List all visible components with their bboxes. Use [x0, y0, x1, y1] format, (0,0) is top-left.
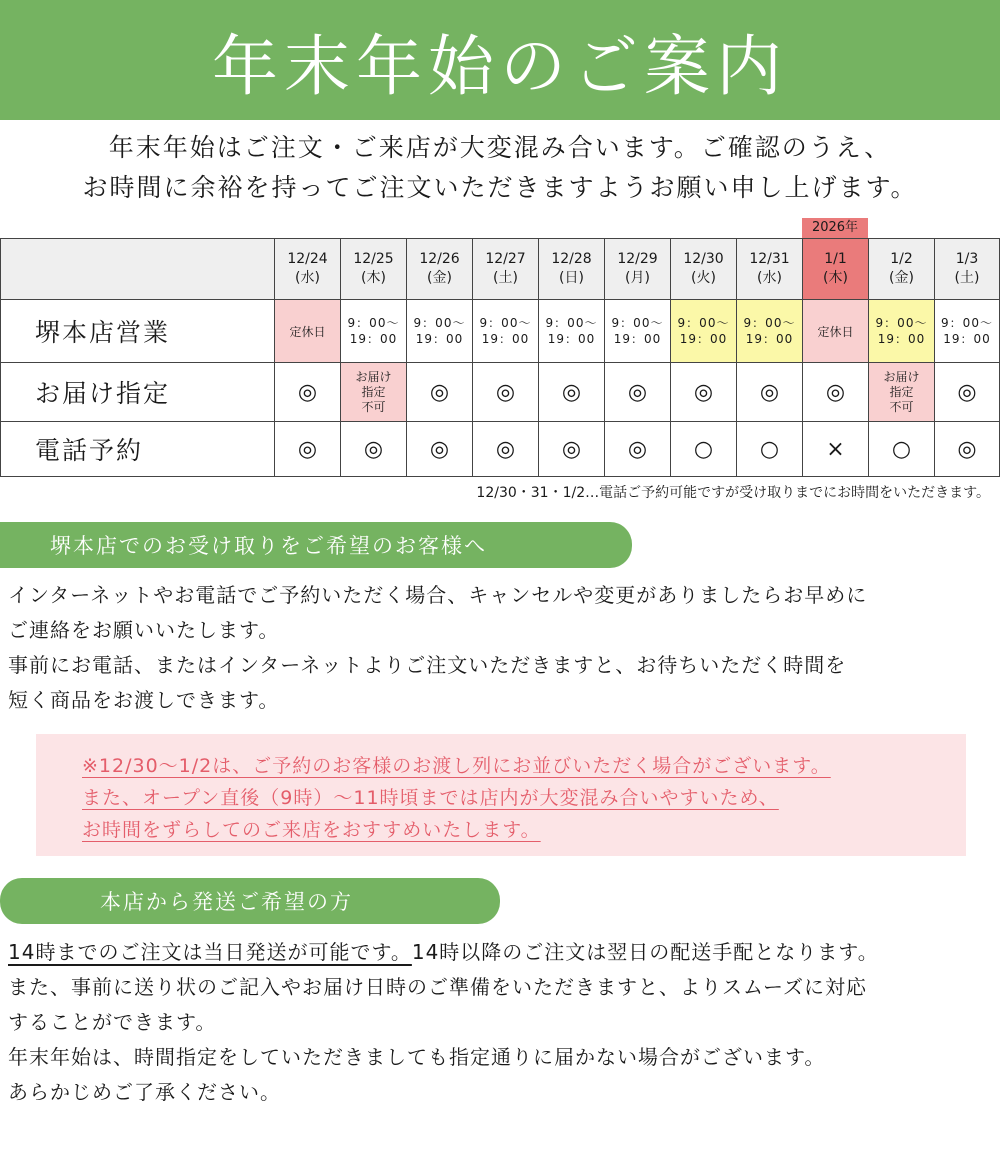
schedule-cell — [275, 422, 341, 477]
page-title: 年末年始のご案内 — [212, 27, 788, 105]
schedule-cell — [935, 363, 1000, 422]
weekday-label: (金) — [889, 270, 914, 286]
cell-text: ◎ — [495, 379, 516, 405]
shipping-paragraph — [8, 935, 879, 1110]
cell-text: ○ — [759, 436, 780, 462]
date-header — [539, 239, 605, 300]
schedule-cell — [671, 300, 737, 363]
schedule-cell — [605, 422, 671, 477]
cell-text: ◎ — [297, 436, 318, 462]
cell-text: 指定 — [889, 384, 914, 399]
cell-text: ◎ — [363, 436, 384, 462]
cell-text: ◎ — [495, 436, 516, 462]
schedule-cell — [671, 422, 737, 477]
notice-box — [36, 734, 966, 856]
date-header — [407, 239, 473, 300]
schedule-cell — [539, 363, 605, 422]
schedule-cell — [341, 300, 407, 363]
date-label: 12/31 — [749, 251, 790, 267]
schedule-cell — [803, 422, 869, 477]
weekday-label: (木) — [823, 270, 848, 286]
weekday-label: (水) — [757, 270, 782, 286]
schedule-cell — [671, 363, 737, 422]
section-heading-pickup: 堺本店でのお受け取りをご希望のお客様へ — [0, 522, 632, 568]
cell-text: 9：00〜 — [677, 316, 730, 330]
row-label: お届け指定 — [1, 363, 275, 422]
weekday-label: (火) — [691, 270, 716, 286]
cell-text: ◎ — [561, 379, 582, 405]
paragraph-line: また、事前に送り状のご記入やお届け日時のご準備をいただきますと、よりスムーズに対応 — [8, 975, 867, 999]
cell-text: ◎ — [429, 436, 450, 462]
paragraph-line: 事前にお電話、またはインターネットよりご注文いただきますと、お待ちいただく時間を — [8, 653, 847, 677]
cell-text: ◎ — [825, 379, 846, 405]
cell-text: 9：00〜 — [545, 316, 598, 330]
cell-text: 不可 — [361, 399, 386, 414]
cell-text: ◎ — [429, 379, 450, 405]
cell-text: 指定 — [361, 384, 386, 399]
date-label: 12/27 — [485, 251, 526, 267]
date-header — [737, 239, 803, 300]
year-tag: 2026年 — [802, 218, 868, 238]
cell-text: 定休日 — [817, 324, 854, 339]
schedule-cell — [605, 363, 671, 422]
date-label: 12/28 — [551, 251, 592, 267]
cell-text: ◎ — [627, 436, 648, 462]
date-header — [869, 239, 935, 300]
schedule-cell — [737, 422, 803, 477]
paragraph-line: 短く商品をお渡しできます。 — [8, 688, 280, 712]
schedule-cell — [473, 422, 539, 477]
date-label: 1/3 — [955, 251, 979, 267]
cell-text: ◎ — [957, 379, 977, 405]
cell-text: 19：00 — [481, 332, 530, 346]
date-header — [605, 239, 671, 300]
paragraph-line: 年末年始は、時間指定をしていただきましても指定通りに届かない場合がございます。 — [8, 1045, 826, 1069]
date-label: 1/2 — [890, 251, 913, 267]
weekday-label: (日) — [559, 270, 584, 286]
schedule-cell — [275, 363, 341, 422]
date-header — [671, 239, 737, 300]
schedule-cell — [737, 300, 803, 363]
cell-text: ◎ — [561, 436, 582, 462]
notice-line: また、オープン直後（9時）〜11時頃までは店内が大変混み合いやすいため、 — [82, 787, 779, 809]
weekday-label: (土) — [954, 270, 980, 286]
cell-text: 不可 — [889, 399, 914, 414]
cell-text: 定休日 — [289, 324, 326, 339]
paragraph-line — [8, 935, 879, 970]
cell-text: ◎ — [297, 379, 318, 405]
schedule-cell — [935, 300, 1000, 363]
paragraph-line: することができます。 — [8, 1010, 217, 1034]
schedule-cell — [341, 422, 407, 477]
schedule-cell — [737, 363, 803, 422]
date-header — [275, 239, 341, 300]
date-header — [341, 239, 407, 300]
schedule-cell — [803, 300, 869, 363]
date-header — [935, 239, 1000, 300]
same-day-shipping-text: 14時までのご注文は当日発送が可能です。 — [8, 940, 412, 964]
cell-text: ◎ — [693, 379, 714, 405]
date-label: 1/1 — [824, 251, 847, 267]
intro-line: 年末年始はご注文・ご来店が大変混み合います。ご確認のうえ、 — [108, 133, 892, 162]
schedule-cell — [539, 300, 605, 363]
cell-text: 19：00 — [547, 332, 596, 346]
row-label: 電話予約 — [1, 422, 275, 477]
schedule-cell — [407, 300, 473, 363]
weekday-label: (木) — [361, 270, 386, 286]
cell-text: ○ — [693, 436, 714, 462]
date-label: 12/30 — [683, 251, 724, 267]
weekday-label: (土) — [493, 270, 518, 286]
cell-text: 19：00 — [679, 332, 728, 346]
schedule-cell — [275, 300, 341, 363]
schedule-cell — [869, 300, 935, 363]
schedule-table — [0, 238, 1000, 477]
cell-text: 19：00 — [613, 332, 662, 346]
row-label: 堺本店営業 — [1, 300, 275, 363]
weekday-label: (金) — [427, 270, 452, 286]
cell-text: 19：00 — [943, 332, 991, 346]
date-label: 12/25 — [353, 251, 394, 267]
table-corner — [1, 239, 275, 300]
schedule-cell — [605, 300, 671, 363]
intro-text — [0, 128, 1000, 208]
date-label: 12/24 — [287, 251, 328, 267]
intro-line: お時間に余裕を持ってご注文いただきますようお願い申し上げます。 — [82, 173, 918, 202]
cell-text: 9：00〜 — [875, 316, 928, 330]
schedule-cell — [473, 300, 539, 363]
cell-text: 9：00〜 — [347, 316, 400, 330]
cell-text: ◎ — [627, 379, 648, 405]
paragraph-line: インターネットやお電話でご予約いただく場合、キャンセルや変更がありましたらお早めに — [8, 583, 868, 607]
cell-text: × — [826, 436, 845, 462]
cell-text: 19：00 — [745, 332, 794, 346]
cell-text: 9：00〜 — [413, 316, 466, 330]
schedule-note: 12/30・31・1/2…電話ご予約可能ですが受け取りまでにお時間をいただきます。 — [476, 485, 990, 501]
schedule-cell — [869, 422, 935, 477]
cell-text: 9：00〜 — [479, 316, 532, 330]
paragraph-line: ご連絡をお願いいたします。 — [8, 618, 280, 642]
schedule-cell — [407, 422, 473, 477]
cell-text: 9：00〜 — [743, 316, 796, 330]
cell-text: ◎ — [957, 436, 977, 462]
schedule-cell — [539, 422, 605, 477]
next-day-shipping-text: 14時以降のご注文は翌日の配送手配となります。 — [411, 940, 879, 964]
notice-line: ※12/30〜1/2は、ご予約のお客様のお渡し列にお並びいただく場合がございます。 — [82, 755, 831, 777]
cell-text: お届け — [883, 369, 920, 384]
schedule-cell — [935, 422, 1000, 477]
date-header — [803, 239, 869, 300]
section-heading-shipping: 本店から発送ご希望の方 — [0, 878, 500, 924]
pickup-paragraph — [8, 578, 867, 718]
date-header — [473, 239, 539, 300]
date-label: 12/26 — [419, 251, 460, 267]
cell-text: 19：00 — [349, 332, 398, 346]
header-banner — [0, 0, 1000, 120]
cell-text: ◎ — [759, 379, 780, 405]
schedule-cell — [473, 363, 539, 422]
cell-text: 19：00 — [877, 332, 926, 346]
schedule-cell — [407, 363, 473, 422]
cell-text: ○ — [891, 436, 912, 462]
weekday-label: (水) — [295, 270, 320, 286]
notice-line: お時間をずらしてのご来店をおすすめいたします。 — [82, 819, 541, 841]
paragraph-line: あらかじめご了承ください。 — [8, 1080, 281, 1104]
cell-text: 19：00 — [415, 332, 464, 346]
date-label: 12/29 — [617, 251, 658, 267]
schedule-cell — [803, 363, 869, 422]
cell-text: 9：00〜 — [941, 316, 993, 330]
schedule-cell — [869, 363, 935, 422]
weekday-label: (月) — [625, 270, 650, 286]
schedule-cell — [341, 363, 407, 422]
cell-text: 9：00〜 — [611, 316, 664, 330]
cell-text: お届け — [355, 369, 392, 384]
